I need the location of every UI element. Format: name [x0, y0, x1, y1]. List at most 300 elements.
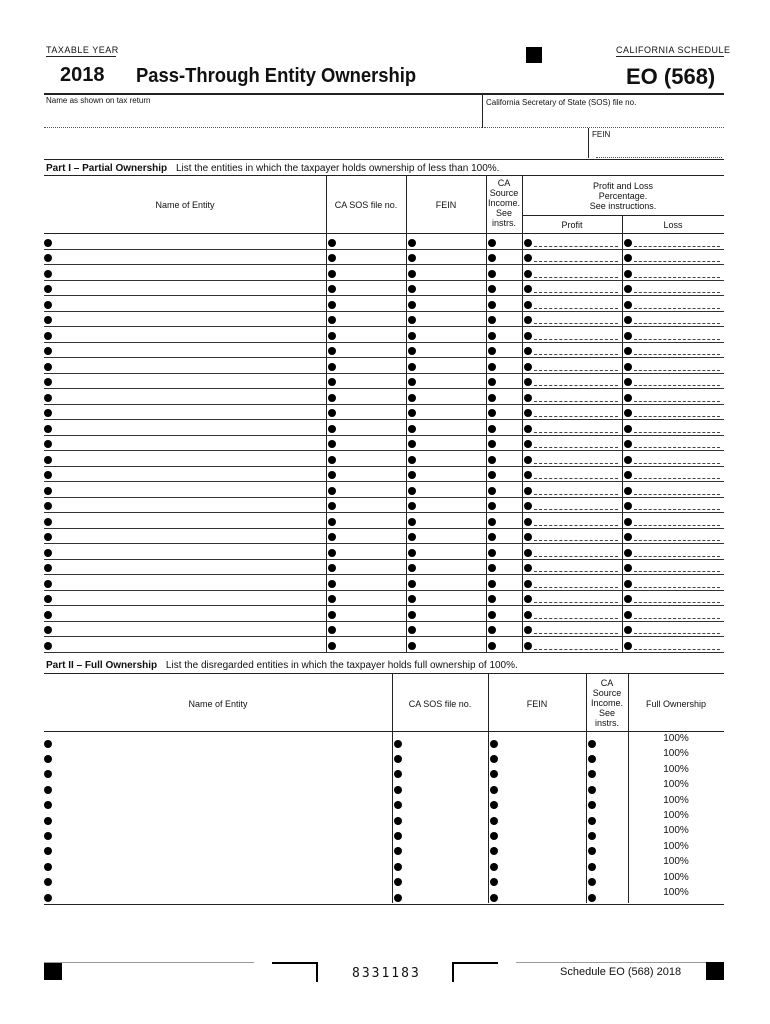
required-field-bullet	[44, 817, 52, 825]
ca-source-field[interactable]	[486, 529, 522, 545]
sos-file-field[interactable]	[326, 296, 406, 312]
loss-percentage-field[interactable]	[622, 234, 724, 250]
required-field-bullet	[524, 440, 532, 448]
entity-name-field[interactable]	[44, 560, 326, 576]
full-ownership-value: 100%	[663, 748, 689, 760]
part1-heading-row	[46, 163, 499, 174]
fein-field[interactable]	[488, 887, 586, 902]
ca-source-field[interactable]	[586, 841, 628, 856]
sos-file-field[interactable]	[326, 312, 406, 328]
required-field-bullet	[524, 580, 532, 588]
sos-file-field[interactable]	[392, 795, 488, 810]
loss-percentage-field[interactable]	[622, 281, 724, 297]
sos-file-field[interactable]	[326, 358, 406, 374]
tax-year: 2018	[60, 64, 105, 86]
full-ownership-value: 100%	[663, 763, 689, 775]
fein-field[interactable]	[488, 856, 586, 871]
fein-field[interactable]	[406, 575, 486, 591]
required-field-bullet	[524, 564, 532, 572]
loss-entry-line	[634, 246, 720, 247]
entity-name-field[interactable]	[44, 250, 326, 266]
fein-field[interactable]	[406, 560, 486, 576]
loss-percentage-field[interactable]	[622, 420, 724, 436]
ca-source-field[interactable]	[486, 622, 522, 638]
ca-source-field[interactable]	[486, 234, 522, 250]
required-field-bullet	[488, 533, 496, 541]
p1-table-row	[44, 606, 724, 622]
loss-percentage-field[interactable]	[622, 405, 724, 421]
required-field-bullet	[408, 425, 416, 433]
p1-table-row	[44, 637, 724, 653]
sos-file-field[interactable]	[326, 467, 406, 483]
footer-mark-left	[44, 962, 62, 980]
p2-table-row	[44, 887, 724, 902]
required-field-bullet	[488, 580, 496, 588]
loss-percentage-field[interactable]	[622, 358, 724, 374]
ca-source-field[interactable]	[486, 343, 522, 359]
loss-percentage-field[interactable]	[622, 622, 724, 638]
loss-percentage-field[interactable]	[622, 436, 724, 452]
entity-name-field[interactable]	[44, 281, 326, 297]
p1-table-row	[44, 250, 724, 266]
ca-source-field[interactable]	[486, 606, 522, 622]
required-field-bullet	[328, 270, 336, 278]
loss-percentage-field[interactable]	[622, 312, 724, 328]
required-field-bullet	[624, 564, 632, 572]
required-field-bullet	[394, 801, 402, 809]
entity-name-field[interactable]	[44, 358, 326, 374]
footer-bracket-right	[452, 962, 498, 982]
fein-field[interactable]	[406, 622, 486, 638]
p1-ca-line-2: Source	[489, 188, 519, 198]
fein-field[interactable]	[406, 405, 486, 421]
p2-table-row	[44, 733, 724, 748]
loss-percentage-field[interactable]	[622, 343, 724, 359]
ca-source-field[interactable]	[586, 856, 628, 871]
loss-percentage-field[interactable]	[622, 560, 724, 576]
sos-file-field[interactable]	[392, 887, 488, 902]
entity-name-field[interactable]	[44, 748, 392, 763]
fein-field[interactable]	[488, 733, 586, 748]
ca-source-field[interactable]	[486, 467, 522, 483]
sos-file-field[interactable]	[326, 420, 406, 436]
sos-file-field[interactable]	[326, 575, 406, 591]
ca-source-field[interactable]	[486, 327, 522, 343]
loss-percentage-field[interactable]	[622, 265, 724, 281]
fein-field[interactable]	[406, 296, 486, 312]
required-field-bullet	[328, 502, 336, 510]
ca-source-field[interactable]	[486, 281, 522, 297]
fein-field[interactable]	[488, 779, 586, 794]
sos-file-field[interactable]	[326, 482, 406, 498]
sos-file-field[interactable]	[326, 234, 406, 250]
sos-file-field[interactable]	[326, 436, 406, 452]
loss-percentage-field[interactable]	[622, 467, 724, 483]
fein-field[interactable]	[406, 281, 486, 297]
sos-file-field[interactable]	[326, 560, 406, 576]
fein-field[interactable]	[406, 436, 486, 452]
ca-source-field[interactable]	[586, 872, 628, 887]
profit-entry-line	[534, 509, 618, 510]
fein-field[interactable]	[406, 312, 486, 328]
sos-file-field[interactable]	[326, 544, 406, 560]
required-field-bullet	[408, 487, 416, 495]
p1-table-row	[44, 265, 724, 281]
required-field-bullet	[44, 755, 52, 763]
ca-source-field[interactable]	[486, 436, 522, 452]
ca-source-field[interactable]	[486, 296, 522, 312]
entity-name-field[interactable]	[44, 343, 326, 359]
entity-name-field[interactable]	[44, 467, 326, 483]
p1-table-row	[44, 327, 724, 343]
ca-source-field[interactable]	[586, 887, 628, 902]
sos-file-field[interactable]	[392, 856, 488, 871]
entity-name-field[interactable]	[44, 622, 326, 638]
required-field-bullet	[44, 456, 52, 464]
p2-ca-line-3: Income.	[590, 698, 623, 708]
sos-file-field[interactable]	[392, 779, 488, 794]
sos-file-field[interactable]	[326, 513, 406, 529]
loss-percentage-field[interactable]	[622, 544, 724, 560]
required-field-bullet	[624, 471, 632, 479]
sos-file-field[interactable]	[326, 637, 406, 653]
required-field-bullet	[408, 285, 416, 293]
profit-percentage-field[interactable]	[522, 513, 622, 529]
required-field-bullet	[490, 770, 498, 778]
loss-entry-line	[634, 633, 720, 634]
sos-file-field[interactable]	[484, 106, 724, 128]
fein-field[interactable]	[488, 810, 586, 825]
required-field-bullet	[44, 363, 52, 371]
p2-table-row	[44, 779, 724, 794]
sos-file-field[interactable]	[326, 327, 406, 343]
loss-percentage-field[interactable]	[622, 327, 724, 343]
required-field-bullet	[328, 425, 336, 433]
sos-file-field[interactable]	[326, 606, 406, 622]
profit-percentage-field[interactable]	[522, 420, 622, 436]
required-field-bullet	[328, 533, 336, 541]
fein-field[interactable]	[406, 498, 486, 514]
fein-field[interactable]	[406, 591, 486, 607]
p1-table-row	[44, 343, 724, 359]
full-ownership-value: 100%	[663, 840, 689, 852]
loss-percentage-field[interactable]	[622, 575, 724, 591]
profit-percentage-field[interactable]	[522, 591, 622, 607]
profit-percentage-field[interactable]	[522, 234, 622, 250]
sos-file-field[interactable]	[392, 810, 488, 825]
full-ownership-value: 100%	[663, 856, 689, 868]
entity-name-field[interactable]	[44, 733, 392, 748]
entity-name-field[interactable]	[44, 575, 326, 591]
required-field-bullet	[44, 487, 52, 495]
required-field-bullet	[408, 301, 416, 309]
fein-field[interactable]	[406, 358, 486, 374]
sos-file-field[interactable]	[326, 250, 406, 266]
profit-percentage-field[interactable]	[522, 296, 622, 312]
fein-field[interactable]	[406, 606, 486, 622]
profit-percentage-field[interactable]	[522, 560, 622, 576]
footer-title: Schedule EO (568) 2018	[560, 966, 682, 978]
entity-name-field[interactable]	[44, 420, 326, 436]
required-field-bullet	[44, 580, 52, 588]
profit-percentage-field[interactable]	[522, 606, 622, 622]
fein-field[interactable]	[406, 529, 486, 545]
p1-table-row	[44, 281, 724, 297]
loss-percentage-field[interactable]	[622, 296, 724, 312]
profit-percentage-field[interactable]	[522, 343, 622, 359]
ca-source-field[interactable]	[486, 591, 522, 607]
entity-name-field[interactable]	[44, 327, 326, 343]
entity-name-field[interactable]	[44, 795, 392, 810]
profit-percentage-field[interactable]	[522, 544, 622, 560]
required-field-bullet	[524, 518, 532, 526]
taxable-year-label: TAXABLE YEAR	[46, 45, 119, 55]
entity-name-field[interactable]	[44, 606, 326, 622]
fein-field[interactable]	[406, 250, 486, 266]
loss-percentage-field[interactable]	[622, 591, 724, 607]
p1-table-row	[44, 513, 724, 529]
loss-percentage-field[interactable]	[622, 250, 724, 266]
required-field-bullet	[524, 549, 532, 557]
entity-name-field[interactable]	[44, 389, 326, 405]
sos-file-field[interactable]	[326, 405, 406, 421]
fein-field[interactable]	[592, 140, 722, 158]
ca-source-field[interactable]	[486, 405, 522, 421]
profit-entry-line	[534, 277, 618, 278]
profit-percentage-field[interactable]	[522, 374, 622, 390]
fein-field[interactable]	[406, 327, 486, 343]
sos-file-field[interactable]	[392, 764, 488, 779]
profit-percentage-field[interactable]	[522, 622, 622, 638]
full-ownership-value: 100%	[663, 887, 689, 898]
ca-source-field[interactable]	[586, 795, 628, 810]
loss-percentage-field[interactable]	[622, 606, 724, 622]
profit-percentage-field[interactable]	[522, 436, 622, 452]
fein-field[interactable]	[406, 482, 486, 498]
ca-source-field[interactable]	[486, 250, 522, 266]
part1-instruction: List the entities in which the taxpayer holds ownership of less than 100%.	[175, 163, 500, 174]
ca-source-field[interactable]	[586, 733, 628, 748]
entity-name-field[interactable]	[44, 529, 326, 545]
taxpayer-name-field[interactable]	[44, 106, 480, 128]
ca-source-field[interactable]	[486, 482, 522, 498]
profit-percentage-field[interactable]	[522, 281, 622, 297]
ca-source-field[interactable]	[486, 389, 522, 405]
ca-source-field[interactable]	[486, 560, 522, 576]
fein-field[interactable]	[406, 544, 486, 560]
entity-name-field[interactable]	[44, 637, 326, 653]
sos-file-field[interactable]	[392, 825, 488, 840]
p2-table-row	[44, 810, 724, 825]
profit-percentage-field[interactable]	[522, 451, 622, 467]
fein-field[interactable]	[488, 872, 586, 887]
sos-file-field[interactable]	[392, 872, 488, 887]
loss-percentage-field[interactable]	[622, 513, 724, 529]
required-field-bullet	[394, 786, 402, 794]
ca-source-field[interactable]	[486, 451, 522, 467]
ca-source-field[interactable]	[586, 810, 628, 825]
required-field-bullet	[488, 440, 496, 448]
required-field-bullet	[44, 549, 52, 557]
entity-name-field[interactable]	[44, 482, 326, 498]
profit-percentage-field[interactable]	[522, 637, 622, 653]
entity-name-field[interactable]	[44, 591, 326, 607]
ca-source-field[interactable]	[486, 358, 522, 374]
required-field-bullet	[408, 332, 416, 340]
fein-field[interactable]	[406, 451, 486, 467]
sos-file-field[interactable]	[326, 498, 406, 514]
loss-percentage-field[interactable]	[622, 482, 724, 498]
profit-percentage-field[interactable]	[522, 250, 622, 266]
entity-name-field[interactable]	[44, 374, 326, 390]
required-field-bullet	[408, 626, 416, 634]
fein-field[interactable]	[406, 343, 486, 359]
loss-percentage-field[interactable]	[622, 529, 724, 545]
ca-source-field[interactable]	[486, 374, 522, 390]
p2-col-ca-source	[586, 678, 628, 728]
entity-name-field[interactable]	[44, 451, 326, 467]
sos-file-field[interactable]	[392, 841, 488, 856]
entity-name-field[interactable]	[44, 436, 326, 452]
p1-ca-line-1: CA	[497, 178, 511, 188]
footer-mark-right	[706, 962, 724, 980]
profit-percentage-field[interactable]	[522, 482, 622, 498]
required-field-bullet	[328, 642, 336, 650]
profit-percentage-field[interactable]	[522, 265, 622, 281]
entity-name-field[interactable]	[44, 764, 392, 779]
ca-source-field[interactable]	[486, 312, 522, 328]
required-field-bullet	[408, 347, 416, 355]
profit-percentage-field[interactable]	[522, 358, 622, 374]
sos-file-field[interactable]	[326, 451, 406, 467]
required-field-bullet	[328, 580, 336, 588]
ca-source-field[interactable]	[586, 779, 628, 794]
ca-source-field[interactable]	[486, 575, 522, 591]
required-field-bullet	[44, 347, 52, 355]
ca-source-field[interactable]	[486, 544, 522, 560]
entity-name-field[interactable]	[44, 312, 326, 328]
required-field-bullet	[488, 316, 496, 324]
loss-entry-line	[634, 323, 720, 324]
loss-percentage-field[interactable]	[622, 451, 724, 467]
profit-percentage-field[interactable]	[522, 575, 622, 591]
required-field-bullet	[588, 863, 596, 871]
ca-source-field[interactable]	[586, 748, 628, 763]
profit-percentage-field[interactable]	[522, 405, 622, 421]
entity-name-field[interactable]	[44, 234, 326, 250]
sos-file-field[interactable]	[326, 622, 406, 638]
loss-percentage-field[interactable]	[622, 498, 724, 514]
entity-name-field[interactable]	[44, 779, 392, 794]
fein-field[interactable]	[406, 420, 486, 436]
required-field-bullet	[490, 755, 498, 763]
profit-percentage-field[interactable]	[522, 312, 622, 328]
fein-field[interactable]	[488, 841, 586, 856]
required-field-bullet	[328, 316, 336, 324]
ca-source-field[interactable]	[486, 265, 522, 281]
entity-name-field[interactable]	[44, 841, 392, 856]
profit-percentage-field[interactable]	[522, 498, 622, 514]
entity-name-field[interactable]	[44, 544, 326, 560]
p2-col-name: Name of Entity	[188, 699, 248, 709]
required-field-bullet	[44, 471, 52, 479]
entity-name-field[interactable]	[44, 513, 326, 529]
sos-file-field[interactable]	[326, 374, 406, 390]
required-field-bullet	[488, 642, 496, 650]
profit-percentage-field[interactable]	[522, 529, 622, 545]
fein-field[interactable]	[406, 637, 486, 653]
fein-field[interactable]	[488, 764, 586, 779]
entity-name-field[interactable]	[44, 887, 392, 902]
entity-name-field[interactable]	[44, 810, 392, 825]
required-field-bullet	[328, 487, 336, 495]
loss-percentage-field[interactable]	[622, 389, 724, 405]
sos-file-field[interactable]	[392, 748, 488, 763]
fein-field[interactable]	[406, 265, 486, 281]
loss-entry-line	[634, 339, 720, 340]
required-field-bullet	[490, 740, 498, 748]
fein-field[interactable]	[406, 467, 486, 483]
fein-field[interactable]	[488, 795, 586, 810]
p1-table-row	[44, 312, 724, 328]
fein-field[interactable]	[406, 374, 486, 390]
required-field-bullet	[44, 316, 52, 324]
loss-percentage-field[interactable]	[622, 637, 724, 653]
p2-ca-line-1: CA	[600, 678, 614, 688]
fein-field[interactable]	[406, 234, 486, 250]
entity-name-field[interactable]	[44, 296, 326, 312]
entity-name-field[interactable]	[44, 856, 392, 871]
required-field-bullet	[44, 626, 52, 634]
ca-source-field[interactable]	[486, 498, 522, 514]
required-field-bullet	[44, 502, 52, 510]
fein-field[interactable]	[488, 825, 586, 840]
profit-percentage-field[interactable]	[522, 467, 622, 483]
entity-name-field[interactable]	[44, 825, 392, 840]
ca-source-field[interactable]	[586, 764, 628, 779]
fein-field[interactable]	[406, 513, 486, 529]
ca-source-field[interactable]	[486, 513, 522, 529]
sos-file-field[interactable]	[326, 389, 406, 405]
ca-source-field[interactable]	[486, 637, 522, 653]
p1-table-row	[44, 467, 724, 483]
ca-source-field[interactable]	[586, 825, 628, 840]
sos-file-field[interactable]	[326, 591, 406, 607]
required-field-bullet	[588, 786, 596, 794]
p1-col-ca-source	[486, 178, 522, 228]
sos-file-field[interactable]	[326, 529, 406, 545]
loss-entry-line	[634, 571, 720, 572]
sos-file-field[interactable]	[326, 343, 406, 359]
required-field-bullet	[488, 394, 496, 402]
required-field-bullet	[524, 595, 532, 603]
required-field-bullet	[408, 440, 416, 448]
entity-name-field[interactable]	[44, 265, 326, 281]
p2-col-fein: FEIN	[526, 699, 548, 709]
sos-file-field[interactable]	[326, 281, 406, 297]
entity-name-field[interactable]	[44, 405, 326, 421]
entity-name-field[interactable]	[44, 498, 326, 514]
fein-field[interactable]	[488, 748, 586, 763]
ca-source-field[interactable]	[486, 420, 522, 436]
fein-field[interactable]	[406, 389, 486, 405]
entity-name-field[interactable]	[44, 872, 392, 887]
profit-percentage-field[interactable]	[522, 389, 622, 405]
profit-percentage-field[interactable]	[522, 327, 622, 343]
sos-file-field[interactable]	[392, 733, 488, 748]
loss-percentage-field[interactable]	[622, 374, 724, 390]
sos-file-field[interactable]	[326, 265, 406, 281]
